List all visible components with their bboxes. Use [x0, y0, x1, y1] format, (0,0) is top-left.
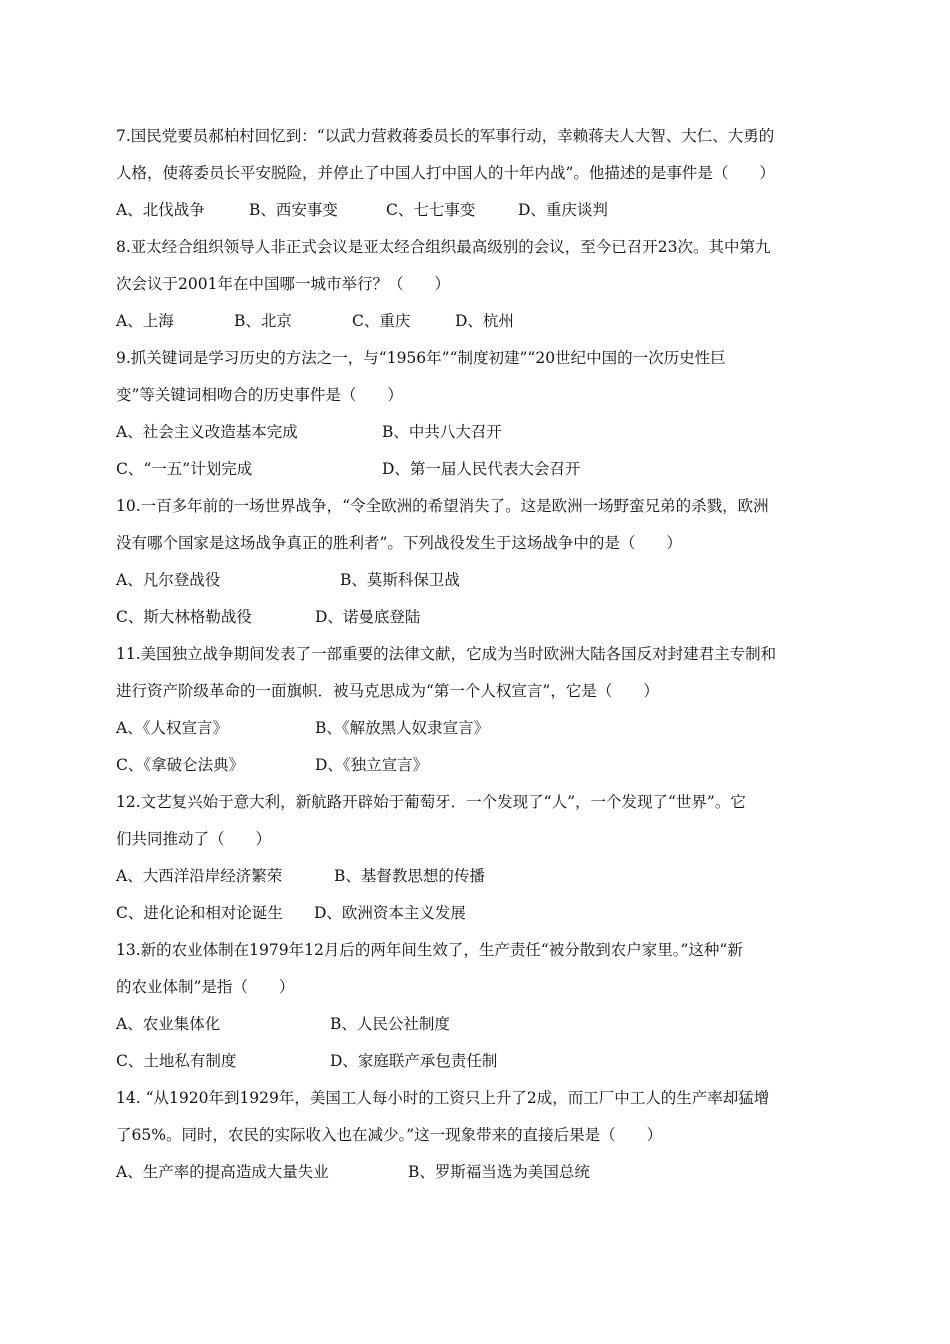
option-d: D、《独立宣言》 — [315, 756, 429, 774]
option-b: B、北京 — [234, 312, 292, 330]
question-stem-line: 12.文艺复兴始于意大利，新航路开辟始于葡萄牙．一个发现了“人”，一个发现了“世界”。它 — [116, 793, 746, 811]
option-d: D、欧洲资本主义发展 — [314, 904, 466, 922]
option-a: A、社会主义改造基本完成 — [116, 423, 298, 441]
question-stem-line: 8.亚太经合组织领导人非正式会议是亚太经合组织最高级别的会议，至今已召开23次。其中第九 — [116, 238, 771, 256]
question-9 — [116, 340, 846, 488]
option-b: B、《解放黑人奴隶宣言》 — [315, 719, 490, 737]
question-stem-line: 们共同推动了（ ） — [116, 830, 272, 848]
options-row — [116, 451, 846, 488]
question-7 — [116, 118, 846, 229]
option-b: B、人民公社制度 — [330, 1015, 450, 1033]
question-stem-line: 13.新的农业体制在1979年12月后的两年间生效了，生产责任“被分散到农户家里。”这种“新 — [116, 941, 743, 959]
question-stem-line: 没有哪个国家是这场战争真正的胜利者”。下列战役发生于这场战争中的是（ ） — [116, 534, 682, 552]
option-c: C、“一五”计划完成 — [116, 460, 253, 478]
question-stem-line: 进行资产阶级革命的一面旗帜．被马克思成为“第一个人权宣言”，它是（ ） — [116, 682, 659, 700]
options-row — [116, 192, 846, 229]
options-row — [116, 414, 846, 451]
question-14 — [116, 1080, 846, 1191]
option-d: D、杭州 — [455, 312, 514, 330]
option-c: C、七七事变 — [386, 201, 476, 219]
options-row — [116, 710, 846, 747]
question-stem-line: 的农业体制”是指（ ） — [116, 978, 295, 996]
question-stem-line: 变”等关键词相吻合的历史事件是（ ） — [116, 386, 403, 404]
option-d: D、第一届人民代表大会召开 — [382, 460, 581, 478]
question-stem-line: 了65%。同时，农民的实际收入也在减少。”这一现象带来的直接后果是（ ） — [116, 1126, 663, 1144]
option-a: A、大西洋沿岸经济繁荣 — [116, 867, 283, 885]
option-c: C、重庆 — [352, 312, 411, 330]
question-13 — [116, 932, 846, 1080]
option-b: B、西安事变 — [249, 201, 338, 219]
options-row — [116, 747, 846, 784]
options-row — [116, 1154, 846, 1191]
question-11 — [116, 636, 846, 784]
question-stem-line: 次会议于2001年在中国哪一城市举行？（ ） — [116, 275, 450, 293]
option-b: B、中共八大召开 — [382, 423, 502, 441]
question-stem-line: 14. “从1920年到1929年，美国工人每小时的工资只上升了2成，而工厂中工人的生产率却猛增 — [116, 1089, 770, 1107]
options-row — [116, 858, 846, 895]
question-10 — [116, 488, 846, 636]
options-row — [116, 1043, 846, 1080]
question-stem-line: 人格，使蒋委员长平安脱险，并停止了中国人打中国人的十年内战”。他描述的是事件是（ ） — [116, 164, 775, 182]
question-stem-line: 7.国民党要员郝柏村回忆到：“以武力营救蒋委员长的军事行动，幸赖蒋夫人大智、大仁、大勇的 — [116, 127, 775, 145]
option-b: B、基督教思想的传播 — [334, 867, 485, 885]
option-b: B、罗斯福当选为美国总统 — [408, 1163, 590, 1181]
question-stem-line: 10.一百多年前的一场世界战争，“令全欧洲的希望消失了。这是欧洲一场野蛮兄弟的杀戮，欧洲 — [116, 497, 769, 515]
option-c: C、土地私有制度 — [116, 1052, 237, 1070]
options-row — [116, 599, 846, 636]
option-a: A、农业集体化 — [116, 1015, 221, 1033]
question-12 — [116, 784, 846, 932]
option-a: A、凡尔登战役 — [116, 571, 221, 589]
option-a: A、上海 — [116, 312, 174, 330]
option-a: A、生产率的提高造成大量失业 — [116, 1163, 329, 1181]
option-a: A、《人权宣言》 — [116, 719, 228, 737]
option-c: C、《拿破仑法典》 — [116, 756, 245, 774]
options-row — [116, 562, 846, 599]
options-row — [116, 303, 846, 340]
question-stem-line: 11.美国独立战争期间发表了一部重要的法律文献，它成为当时欧洲大陆各国反对封建君主专制和 — [116, 645, 777, 663]
options-row — [116, 1006, 846, 1043]
option-c: C、进化论和相对论诞生 — [116, 904, 283, 922]
option-d: D、重庆谈判 — [518, 201, 608, 219]
question-stem-line: 9.抓关键词是学习历史的方法之一，与“1956年”“制度初建”“20世纪中国的一次历史性巨 — [116, 349, 726, 367]
question-8 — [116, 229, 846, 340]
option-d: D、诺曼底登陆 — [315, 608, 421, 626]
option-d: D、家庭联产承包责任制 — [330, 1052, 498, 1070]
option-a: A、北伐战争 — [116, 201, 205, 219]
option-c: C、斯大林格勒战役 — [116, 608, 252, 626]
exam-page — [116, 118, 846, 1191]
option-b: B、莫斯科保卫战 — [340, 571, 460, 589]
options-row — [116, 895, 846, 932]
